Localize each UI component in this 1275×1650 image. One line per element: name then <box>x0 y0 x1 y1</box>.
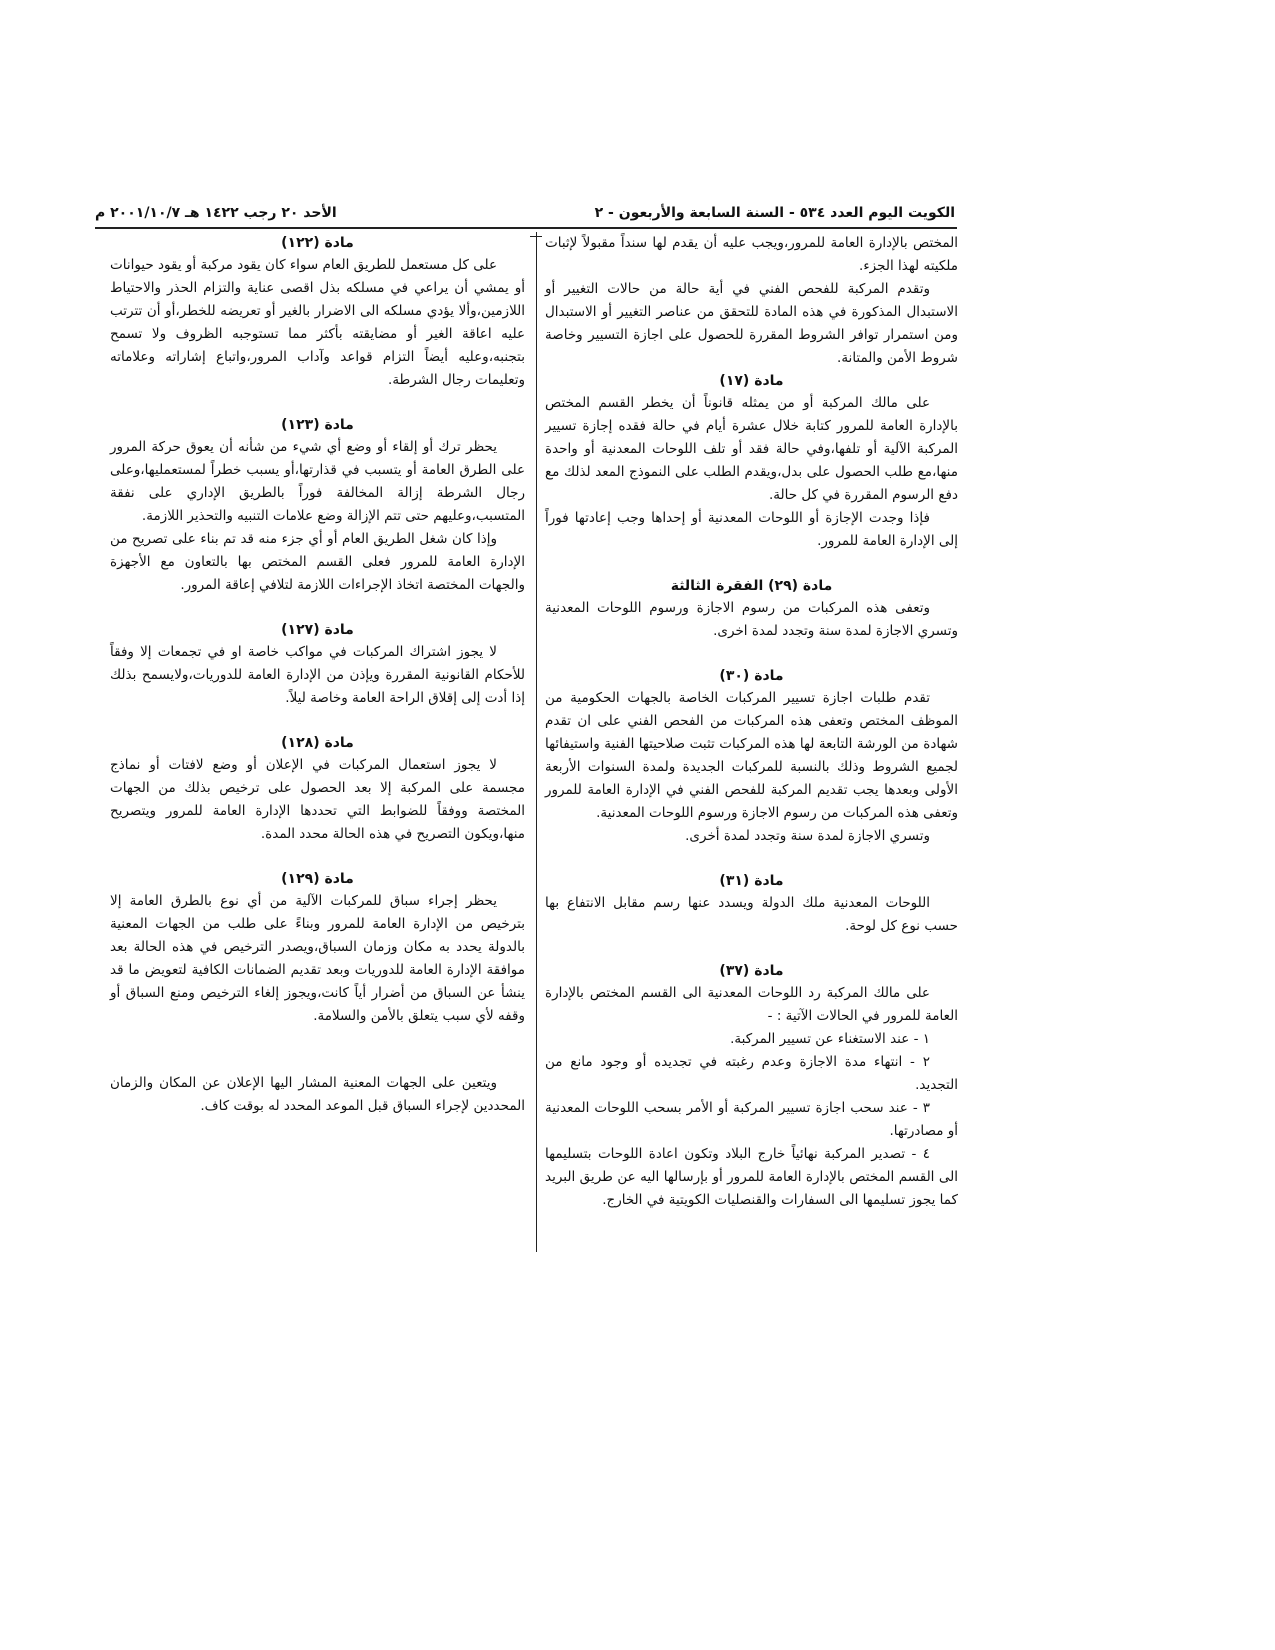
article-heading: مادة (٣٠) <box>719 668 784 684</box>
article-paragraph: وتسري الاجازة لمدة سنة وتجدد لمدة أخرى. <box>685 828 930 844</box>
article-section <box>545 232 958 370</box>
article-paragraph: تقدم طلبات اجازة تسيير المركبات الخاصة بالجهات الحكومية من الموظف المختص وتعفى هذه المركبات من الفحص الفني على ان تقدم شهادة من الورشة التابعة لها هذه المركبات تثبت صلاحيتها الفنية واستيفائها لجميع الشروط وذلك بالنسبة للمركبات الجديدة ولمدة السنوات الأربعة الأولى وبعدها يجب تقديم المركبة للفحص الفني في الإدارة العامة للمرور وتعفى هذه المركبات من رسوم الاجازة ورسوم اللوحات المعدنية. <box>545 690 958 821</box>
article-paragraph: فإذا وجدت الإجازة أو اللوحات المعدنية أو إحداها وجب إعادتها فوراً إلى الإدارة العامة للمرور. <box>545 510 958 549</box>
article-section <box>110 414 525 597</box>
article-paragraph: على مالك المركبة أو من يمثله قانوناً أن يخطر القسم المختص بالإدارة العامة للمرور كتابة خلال عشرة أيام في حالة فقده إجازة تسيير المركبة الآلية أو تلفها،وفي حالة فقد أو تلف اللوحات المعدنية أو واحدة منها،مع طلب الحصول على بدل،ويقدم الطلب على النموذج المعد لذلك مع دفع الرسوم المقررة في كل حالة. <box>545 395 958 503</box>
article-heading: مادة (٣٧) <box>719 963 784 979</box>
header-issue-info: الكويت اليوم العدد ٥٣٤ - السنة السابعة والأربعون - ٢ <box>594 205 955 221</box>
article-paragraph: يحظر ترك أو إلقاء أو وضع أي شيء من شأنه أن يعوق حركة المرور على الطرق العامة أو يتسبب في قذارتها،أو يسبب خطراً لمستعمليها،وعلى رجال الشرطة إزالة المخالفة فوراً بالطريق الإداري على نفقة المتسبب،وعليهم حتى تتم الإزالة وضع علامات التنبيه والتحذير اللازمة. <box>110 439 525 524</box>
article-paragraph: لا يجوز استعمال المركبات في الإعلان أو وضع لافتات أو نماذج مجسمة على المركبة إلا بعد الحصول على ترخيص بذلك من الجهات المختصة ووفقاً للضوابط التي تحددها الإدارة العامة للمرور ويتصريح منها،ويكون التصريح في هذه الحالة محدد المدة. <box>110 757 525 842</box>
article-heading: مادة (٣١) <box>719 873 784 889</box>
left-column <box>110 232 525 1118</box>
list-item: ٢ - انتهاء مدة الاجازة وعدم رغبته في تجديده أو وجود مانع من التجديد. <box>545 1054 958 1093</box>
article-section <box>110 232 525 392</box>
article-heading: مادة (١٢٨) <box>281 735 354 751</box>
page-header <box>95 205 955 227</box>
article-heading: مادة (١٢٣) <box>281 417 354 433</box>
article-paragraph: وإذا كان شغل الطريق العام أو أي جزء منه قد تم بناء على تصريح من الإدارة العامة للمرور فعلى القسم المختص بها بالتعاون مع الأجهزة والجهات المختصة اتخاذ الإجراءات اللازمة لتلافي إعاقة المرور. <box>110 531 525 593</box>
article-section <box>545 870 958 938</box>
article-heading: مادة (١٢٢) <box>281 235 354 251</box>
article-paragraph: المختص بالإدارة العامة للمرور،ويجب عليه أن يقدم لها سنداً مقبولاً لإثبات ملكيته لهذا الجزء. <box>545 235 958 274</box>
article-section <box>110 868 525 1118</box>
article-paragraph: يحظر إجراء سباق للمركبات الآلية من أي نوع بالطرق العامة إلا بترخيص من الإدارة العامة للمرور وبناءً على طلب من الجهات المعنية بالدولة يحدد به مكان وزمان السباق،ويصدر الترخيص في هذه الحالة بعد موافقة الإدارة العامة للدوريات وبعد تقديم الضمانات الكافية لتعويض ما قد ينشأ عن السباق من أضرار أياً كانت،ويجوز إلغاء الترخيص ومنع السباق أو وقفه لأي سبب يتعلق بالأمن والسلامة. <box>110 893 525 1024</box>
article-section <box>545 960 958 1212</box>
article-paragraph: اللوحات المعدنية ملك الدولة ويسدد عنها رسم مقابل الانتفاع بها حسب نوع كل لوحة. <box>545 895 958 934</box>
article-heading: مادة (١٢٧) <box>281 622 354 638</box>
article-paragraph: وتعفى هذه المركبات من رسوم الاجازة ورسوم اللوحات المعدنية وتسري الاجازة لمدة سنة وتجدد لمدة اخرى. <box>545 600 958 639</box>
article-paragraph: وتقدم المركبة للفحص الفني في أية حالة من حالات التغيير أو الاستبدال المذكورة في هذه المادة للتحقق من عناصر التغيير أو الاستبدال ومن استمرار توافر الشروط المقررة للحصول على اجازة التسيير وخاصة شروط الأمن والمتانة. <box>545 281 958 366</box>
article-heading: مادة (١٧) <box>719 373 784 389</box>
list-item: ١ - عند الاستغناء عن تسيير المركبة. <box>730 1031 930 1047</box>
article-section <box>545 370 958 553</box>
column-divider <box>536 232 537 1252</box>
article-section <box>110 732 525 846</box>
article-paragraph: لا يجوز اشتراك المركبات في مواكب خاصة او في تجمعات إلا وفقاً للأحكام القانونية المقررة ويإذن من الإدارة العامة للدوريات،ولايسمح بذلك إذا أدت إلى إقلاق الراحة العامة وخاصة ليلاً. <box>110 644 525 706</box>
article-paragraph: على مالك المركبة رد اللوحات المعدنية الى القسم المختص بالإدارة العامة للمرور في الحالات الآتية : - <box>545 985 958 1024</box>
article-section <box>110 619 525 710</box>
article-heading: مادة (١٢٩) <box>281 871 354 887</box>
article-paragraph: على كل مستعمل للطريق العام سواء كان يقود مركبة أو يقود حيوانات أو يمشي أن يراعي في مسلكه بذل اقصى عناية والتزام الحذر والاحتياط اللازمين،وألا يؤدي مسلكه الى الاضرار بالغير أو تعريضه للخطر،أو أن تترتب عليه اعاقة الغير أو مضايقته بأكثر مما تستوجبه الظروف ولا تسمح بتجنبه،وعليه أيضاً التزام قواعد وآداب المرور،واتباع إشاراته وعلاماته وتعليمات رجال الشرطة. <box>110 257 525 388</box>
article-heading: مادة (٢٩) الفقرة الثالثة <box>670 578 833 594</box>
article-section <box>545 575 958 643</box>
header-date: الأحد ٢٠ رجب ١٤٢٢ هـ ٢٠٠١/١٠/٧ م <box>95 205 337 221</box>
article-section <box>545 665 958 848</box>
header-divider <box>95 227 957 229</box>
right-column <box>545 232 958 1212</box>
list-item: ٤ - تصدير المركبة نهائياً خارج البلاد وتكون اعادة اللوحات بتسليمها الى القسم المختص بالإدارة العامة للمرور أو بإرسالها اليه عن طريق البريد كما يجوز تسليمها الى السفارات والقنصليات الكويتية في الخارج. <box>545 1146 958 1208</box>
article-paragraph: ويتعين على الجهات المعنية المشار اليها الإعلان عن المكان والزمان المحددين لإجراء السباق قبل الموعد المحدد له بوقت كاف. <box>110 1075 525 1114</box>
list-item: ٣ - عند سحب اجازة تسيير المركبة أو الأمر بسحب اللوحات المعدنية أو مصادرتها. <box>545 1100 958 1139</box>
column-divider-tick <box>530 236 542 237</box>
